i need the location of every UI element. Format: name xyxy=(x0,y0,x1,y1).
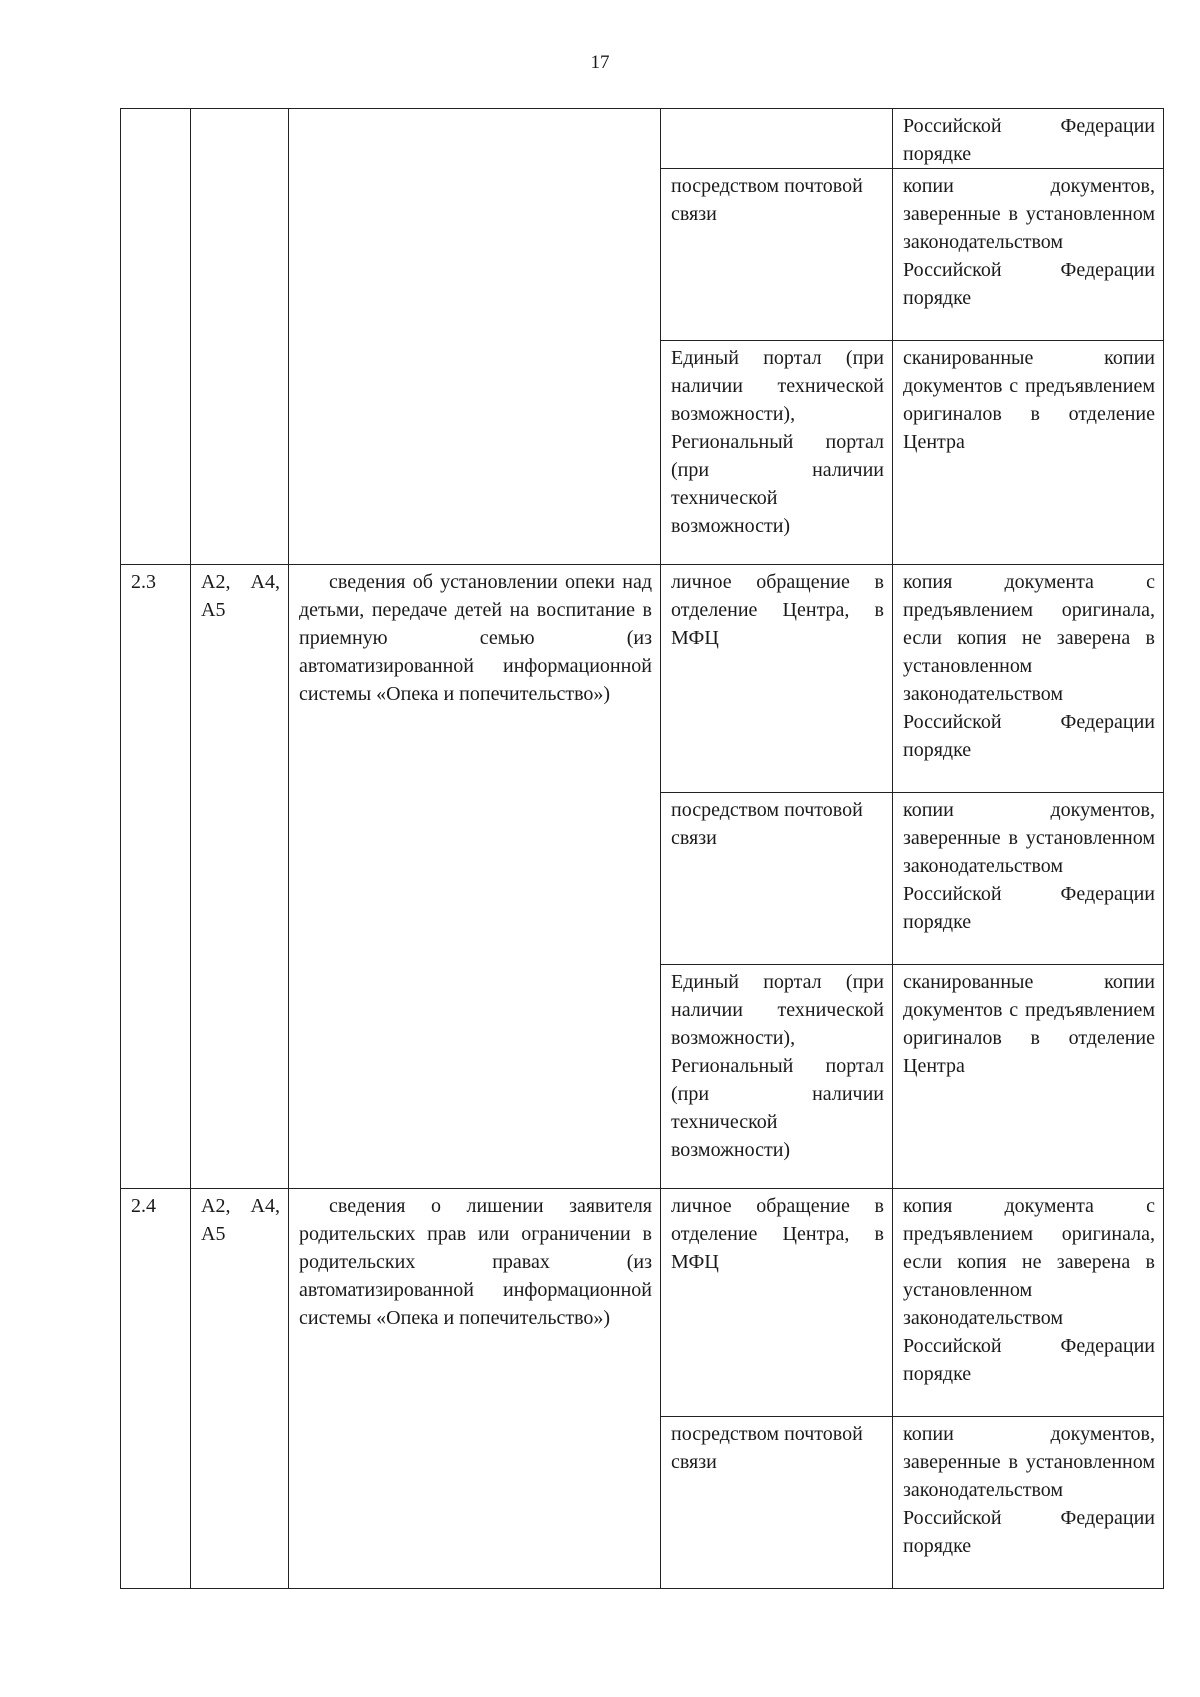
num-cell xyxy=(121,109,191,565)
row-number: 2.3 xyxy=(121,565,191,1189)
method-cell: посредством почтовой связи xyxy=(661,169,893,341)
ref-codes: А2, А4, А5 xyxy=(191,1189,289,1589)
method-cell xyxy=(661,109,893,169)
requirement-cell: копии документов, заверенные в установленном законодательством Российской Федерации порядке xyxy=(893,1417,1164,1589)
description-cell: сведения об установлении опеки над детьми, передаче детей на воспитание в приемную семью (из автоматизированной информационной системы «Опека и попечительство») xyxy=(289,565,661,1189)
method-cell: Единый портал (при наличии технической возможности), Региональный портал (при наличии технической возможности) xyxy=(661,341,893,565)
description-cell: сведения о лишении заявителя родительских прав или ограничении в родительских правах (из автоматизированной информационной системы «Опека и попечительство») xyxy=(289,1189,661,1589)
method-cell: посредством почтовой связи xyxy=(661,793,893,965)
table-row xyxy=(121,1189,1164,1417)
table-row xyxy=(121,565,1164,793)
requirement-cell: копия документа с предъявлением оригинала, если копия не заверена в установленном законодательством Российской Федерации порядке xyxy=(893,565,1164,793)
method-cell: посредством почтовой связи xyxy=(661,1417,893,1589)
method-cell: Единый портал (при наличии технической возможности), Региональный портал (при наличии технической возможности) xyxy=(661,965,893,1189)
page-number: 17 xyxy=(590,52,610,73)
table-row xyxy=(121,109,1164,169)
requirement-cell: сканированные копии документов с предъявлением оригиналов в отделение Центра xyxy=(893,965,1164,1189)
requirement-cell: копии документов, заверенные в установленном законодательством Российской Федерации порядке xyxy=(893,793,1164,965)
description-cell xyxy=(289,109,661,565)
requirement-cell: копии документов, заверенные в установленном законодательством Российской Федерации порядке xyxy=(893,169,1164,341)
row-number: 2.4 xyxy=(121,1189,191,1589)
ref-cell xyxy=(191,109,289,565)
requirement-cell: Российской Федерации порядке xyxy=(893,109,1164,169)
method-cell: личное обращение в отделение Центра, в МФЦ xyxy=(661,565,893,793)
method-cell: личное обращение в отделение Центра, в МФЦ xyxy=(661,1189,893,1417)
documents-table xyxy=(120,108,1164,1589)
ref-codes: А2, А4, А5 xyxy=(191,565,289,1189)
requirement-cell: копия документа с предъявлением оригинала, если копия не заверена в установленном законодательством Российской Федерации порядке xyxy=(893,1189,1164,1417)
requirement-cell: сканированные копии документов с предъявлением оригиналов в отделение Центра xyxy=(893,341,1164,565)
